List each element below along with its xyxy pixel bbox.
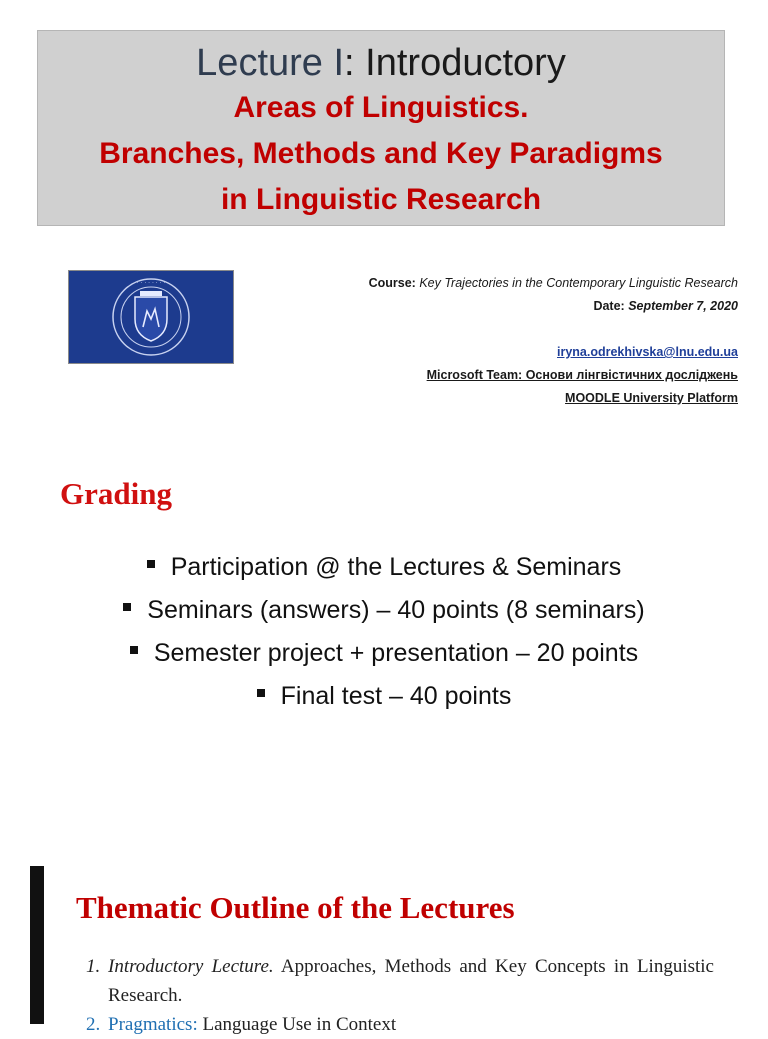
crest-icon: [91, 275, 211, 359]
lecture-number: Lecture I: [196, 42, 345, 84]
list-item: Seminars (answers) – 40 points (8 seminars): [0, 589, 768, 632]
outline-item: 1. Introductory Lecture. Approaches, Methods and Key Concepts in Linguistic Research.: [86, 952, 714, 1010]
outline-list: [86, 952, 714, 1039]
grading-heading: Grading: [60, 476, 172, 511]
course-line: [369, 272, 738, 295]
bullet-square-icon: [257, 689, 265, 697]
date-value: September 7, 2020: [628, 299, 738, 313]
subtitle-line-1: Areas of Linguistics.: [233, 91, 529, 124]
outline-item-title: Pragmatics: [108, 1014, 193, 1035]
title-banner: [37, 30, 725, 226]
lecture-kind: : Introductory: [344, 42, 566, 84]
outline-item-title: Introductory Lecture: [108, 956, 269, 977]
list-item: Participation @ the Lectures & Seminars: [0, 546, 768, 589]
svg-text:· · · · · · · ·: · · · · · · · ·: [136, 280, 166, 287]
course-info: [369, 272, 738, 410]
list-item: Final test – 40 points: [0, 675, 768, 718]
course-label: Course:: [368, 276, 416, 290]
outline-number: 2.: [86, 1014, 101, 1035]
moodle-link[interactable]: MOODLE University Platform: [565, 391, 738, 405]
email-link[interactable]: iryna.odrekhivska@lnu.edu.ua: [557, 345, 738, 359]
teams-link[interactable]: Microsoft Team: Основи лінгвістичних досліджень: [426, 368, 738, 382]
outline-accent-bar: [30, 866, 44, 1024]
bullet-square-icon: [123, 603, 131, 611]
course-value: Key Trajectories in the Contemporary Linguistic Research: [419, 276, 738, 290]
outline-item-text: Language Use in Context: [197, 1014, 397, 1035]
list-item: Semester project + presentation – 20 points: [0, 632, 768, 675]
outline-item: 2. Pragmatics: Language Use in Context: [86, 1010, 714, 1039]
lecture-title: [38, 41, 724, 85]
university-logo: [68, 270, 234, 364]
outline-number: 1.: [86, 956, 101, 977]
subtitle-line-2: Branches, Methods and Key Paradigms: [99, 137, 663, 170]
bullet-square-icon: [147, 560, 155, 568]
grading-list: [0, 546, 768, 718]
date-line: [369, 295, 738, 318]
date-label: Date:: [593, 299, 625, 313]
outline-item-text: Approaches, Methods and Key Concepts in Linguistic Research.: [108, 956, 714, 1006]
bullet-square-icon: [130, 646, 138, 654]
subtitle-line-3: in Linguistic Research: [220, 183, 542, 216]
outline-heading: Thematic Outline of the Lectures: [76, 890, 515, 925]
